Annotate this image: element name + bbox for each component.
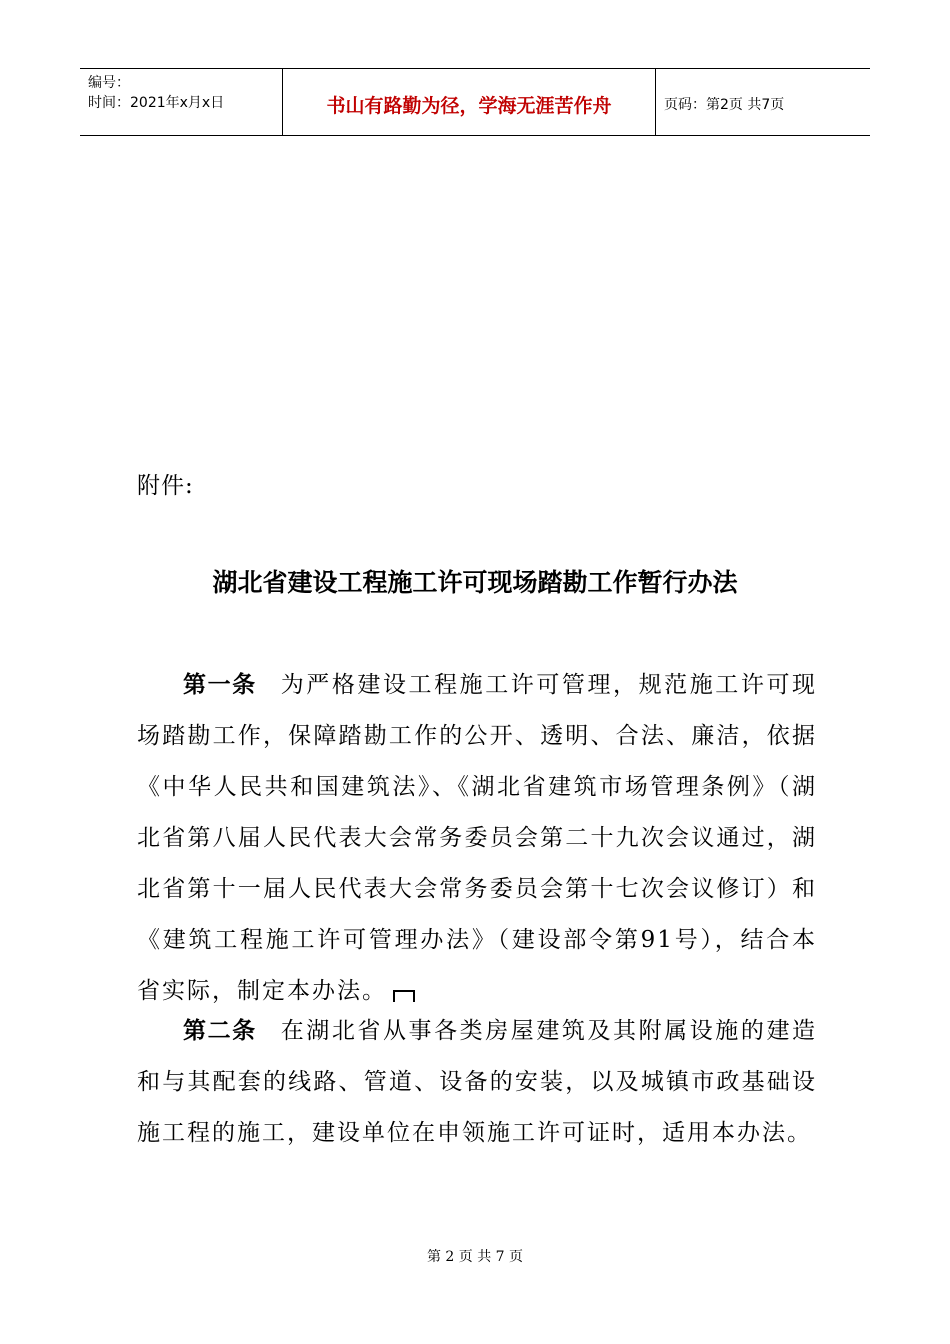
article-1-label: 第一条 — [183, 672, 257, 698]
header-meta — [80, 69, 282, 135]
attachment-label: 附件: — [137, 473, 194, 499]
page-footer: 第 2 页 共 7 页 — [426, 1249, 524, 1265]
article-2-label: 第二条 — [183, 1018, 257, 1044]
header-page-info: 页码：第2页 共7页 — [664, 97, 785, 113]
date-label: 时间：2021年x月x日 — [88, 95, 225, 111]
page-header — [80, 68, 870, 136]
revision-mark-icon — [393, 990, 415, 1002]
article-1 — [137, 660, 817, 1017]
article-2 — [137, 1006, 817, 1159]
document-title: 湖北省建设工程施工许可现场踏勘工作暂行办法 — [212, 568, 738, 597]
article-1-text: 为严格建设工程施工许可管理，规范施工许可现场踏勘工作，保障踏勘工作的公开、透明、合法、廉洁，依据《中华人民共和国建筑法》、《湖北省建筑市场管理条例》（湖北省第八届人民代表大会常务委员会第二十九次会议通过，湖北省第十一届人民代表大会常务委员会第十七次会议修订）和《建筑工程施工许可管理办法》（建设部令第91号），结合本省实际，制定本办法。 — [137, 672, 818, 1004]
header-motto: 书山有路勤为径，学海无涯苦作舟 — [282, 69, 656, 135]
article-2-text: 在湖北省从事各类房屋建筑及其附属设施的建造和与其配套的线路、管道、设备的安装，以及城镇市政基础设施工程的施工，建设单位在申领施工许可证时，适用本办法。 — [137, 1018, 818, 1146]
number-label: 编号： — [88, 75, 130, 91]
